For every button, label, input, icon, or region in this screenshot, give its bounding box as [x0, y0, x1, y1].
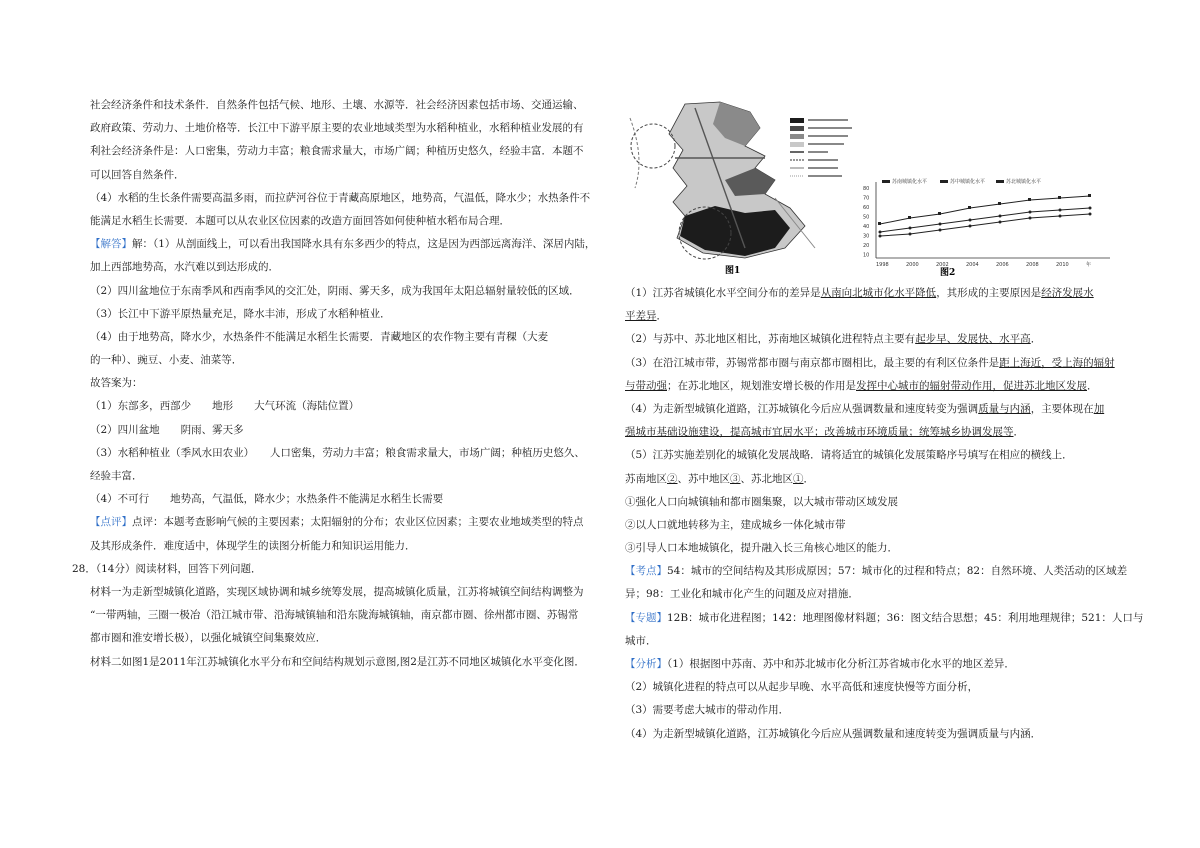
answer-blank: ①: [793, 472, 804, 485]
text-line: 都市圈和淮安增长极），以强化城镇空间集聚效应．: [90, 632, 327, 645]
x-tick-label: 1998: [876, 262, 889, 268]
zhuanti-tag: 【专题】: [625, 611, 667, 624]
text-line: 社会经济条件和技术条件．自然条件包括气候、地形、土壤、水源等．社会经济因素包括市场、交通运输、: [90, 99, 584, 111]
text-line: （4）由于地势高，降水少，水热条件不能满足水稻生长需要．青藏地区的农作物主要有青稞（大麦: [90, 330, 549, 343]
answer-blank: 平差异: [625, 310, 657, 323]
y-tick-label: 70: [863, 195, 870, 202]
y-tick-label: 10: [863, 252, 870, 259]
text-line: 【分析】（1）根据图中苏南、苏中和苏北城市化分析江苏省城市化水平的地区差异．: [625, 658, 1015, 670]
comment-tag: 【点评】: [90, 516, 132, 529]
text-line: （4）不可行 地势高，气温低，降水少；水热条件不能满足水稻生长需要: [90, 493, 444, 506]
question-title: 28．（14分）阅读材料，回答下列问题．: [72, 562, 262, 575]
text-line: 平差异．: [625, 310, 667, 323]
text-line: 政府政策、劳动力、土地价格等．长江中下游平原主要的农业地域类型为水稻种植业，水稻种植业发展的有: [90, 122, 584, 135]
x-tick-label: 2004: [966, 262, 979, 268]
x-tick-label: 2008: [1026, 262, 1039, 268]
map-legend: [790, 112, 860, 192]
answer-blank: 发挥中心城市的辐射带动作用，促进苏北地区发展: [856, 379, 1087, 392]
text-line: （1）东部多，西部少 地形 大气环流（海陆位置）: [90, 400, 360, 413]
x-tick-label: 年: [1086, 262, 1092, 268]
x-tick-label: 2000: [906, 262, 919, 268]
answer-blank: 强城市基础设施建设，提高城市宜居水平；改善城市环境质量；统筹城乡协调发展等: [625, 426, 1014, 439]
answer-blank: 质量与内涵: [978, 402, 1031, 415]
text-line: （4）为走新型城镇化道路，江苏城镇化今后应从强调数量和速度转变为强调质量与内涵．: [625, 727, 1042, 740]
text-line: （2）四川盆地位于东南季风和西南季风的交汇处，阴雨、雾天多，成为我国年太阳总辐射量较低的区域．: [90, 284, 580, 297]
text-line: 异；98：工业化和城市化产生的问题及应对措施．: [625, 588, 859, 601]
text-line: 苏南地区②、苏中地区③、苏北地区①．: [625, 472, 814, 485]
text-line: （4）水稻的生长条件需要高温多雨，而拉萨河谷位于青藏高原地区，地势高，气温低，降水少；水热条件不: [90, 191, 591, 204]
y-tick-label: 80: [863, 186, 870, 192]
text-line: 经验丰富．: [90, 470, 143, 482]
answer-blank: 起步早、发展快、水平高: [915, 333, 1031, 346]
legend-item: 苏北城镇化水平: [1006, 179, 1042, 185]
x-tick-label: 2010: [1056, 262, 1069, 268]
y-tick-label: 20: [863, 243, 870, 249]
y-tick-label: 30: [863, 233, 870, 240]
text-line: 能满足水稻生长需要．本题可以从农业区位因素的改造方面回答如何使种植水稻布局合理．: [90, 214, 510, 227]
fig1-label: 图1: [725, 266, 741, 276]
answer-blank: 经济发展水: [1041, 287, 1094, 299]
text-line: （1）江苏省城镇化水平空间分布的差异是从南向北城市化水平降低，其形成的主要原因是经济发展水: [625, 287, 1094, 299]
text-line: ③引导人口本地城镇化，提升融入长三角核心地区的能力．: [625, 542, 898, 555]
answer-blank: 加: [1093, 402, 1105, 415]
text-line: （3）长江中下游平原热量充足，降水丰沛，形成了水稻种植业．: [90, 307, 391, 320]
answer-blank: 距上海近，受上海的辐射: [999, 356, 1115, 369]
text-line: 强城市基础设施建设，提高城市宜居水平；改善城市环境质量；统筹城乡协调发展等．: [625, 426, 1024, 439]
legend-item: 苏中城镇化水平: [950, 179, 986, 185]
fenxi-tag: 【分析】: [625, 658, 667, 670]
text-line: 材料二如图1是2011年江苏城镇化水平分布和空间结构规划示意图,图2是江苏不同地区城镇化水平变化图．: [90, 655, 585, 668]
text-line: （5）江苏实施差别化的城镇化发展战略．请将适宜的城镇化发展策略序号填写在相应的横线上．: [625, 449, 1073, 462]
right-column: [625, 282, 1144, 746]
kaodian-tag: 【考点】: [625, 565, 667, 578]
text-line: （2）与苏中、苏北地区相比，苏南地区城镇化进程特点主要有起步早、发展快、水平高．: [625, 333, 1042, 346]
text-line: （2）四川盆地 阴雨、雾天多: [90, 423, 244, 436]
text-line: 及其形成条件．难度适中，体现学生的读图分析能力和知识运用能力．: [90, 539, 416, 552]
question-number: 28．: [72, 562, 96, 575]
answer-blank: 从南向北城市化水平降低: [820, 287, 937, 299]
text-line: （3）需要考虑大城市的带动作用．: [625, 704, 790, 717]
text-line: ②以人口就地转移为主，建成城乡一体化城市带: [625, 518, 846, 531]
text-line: 可以回答自然条件．: [90, 168, 185, 181]
text-line: 与带动强；在苏北地区，规划淮安增长极的作用是发挥中心城市的辐射带动作用，促进苏北地区发展．: [625, 379, 1098, 392]
urbanization-chart: [860, 178, 1120, 278]
x-tick-label: 2006: [996, 262, 1009, 268]
x-tick-label: 2002: [936, 262, 949, 268]
text-line: 的一种）、豌豆、小麦、油菜等．: [90, 354, 243, 367]
comment-line: 【点评】点评：本题考查影响气候的主要因素；太阳辐射的分布；农业区位因素；主要农业地域类型的特点: [90, 516, 584, 529]
answer-line: 【解答】解：（1）从剖面线上，可以看出我国降水具有东多西少的特点，这是因为西部远离海洋、深居内陆，: [90, 238, 596, 251]
text-line: 城市．: [625, 634, 657, 647]
text-line: 加上西部地势高，水汽难以到达形成的．: [90, 261, 279, 274]
text-line: （4）为走新型城镇化道路，江苏城镇化今后应从强调数量和速度转变为强调质量与内涵，主要体现在加: [625, 402, 1105, 415]
text-line: 【专题】12B：城市化进程图；142：地理图像材料题；36：图文结合思想；45：利用地理规律；521：人口与: [625, 611, 1144, 624]
fig2-label: 图2: [940, 268, 956, 278]
left-column: [72, 94, 596, 674]
answer-blank: ③: [730, 472, 741, 485]
legend-item: 苏南城镇化水平: [892, 179, 928, 185]
answer-tag: 【解答】: [90, 238, 132, 251]
answer-blank: ②: [667, 472, 678, 485]
y-tick-label: 50: [863, 214, 870, 221]
text-line: （2）城镇化进程的特点可以从起步早晚、水平高低和速度快慢等方面分析，: [625, 681, 979, 694]
text-line: ①强化人口向城镇轴和都市圈集聚，以大城市带动区域发展: [625, 495, 898, 508]
text-line: 【考点】54：城市的空间结构及其形成原因；57：城市化的过程和特点；82：自然环境、人类活动的区域差: [625, 565, 1128, 578]
text-line: （3）在沿江城市带，苏锡常都市圈与南京都市圈相比，最主要的有利区位条件是距上海近，受上海的辐射: [625, 356, 1115, 369]
text-line: 故答案为：: [90, 377, 143, 390]
text-line: 材料一为走新型城镇化道路，实现区域协调和城乡统筹发展，提高城镇化质量，江苏将城镇空间结构调整为: [90, 585, 584, 598]
text-line: “一带两轴，三圈一极冶（沿江城市带、沿海城镇轴和沿东陇海城镇轴，南京都市圈、徐州都市圈、苏锡常: [90, 609, 579, 622]
y-tick-label: 40: [863, 224, 870, 230]
text-line: （3）水稻种植业（季风水田农业） 人口密集，劳动力丰富；粮食需求量大，市场广阔；种植历史悠久、: [90, 446, 585, 459]
answer-blank: 与带动强: [625, 379, 667, 392]
text-line: 利社会经济条件是：人口密集，劳动力丰富；粮食需求量大，市场广阔；种植历史悠久，经验丰富．本题不: [90, 145, 584, 158]
y-tick-label: 60: [863, 205, 870, 211]
